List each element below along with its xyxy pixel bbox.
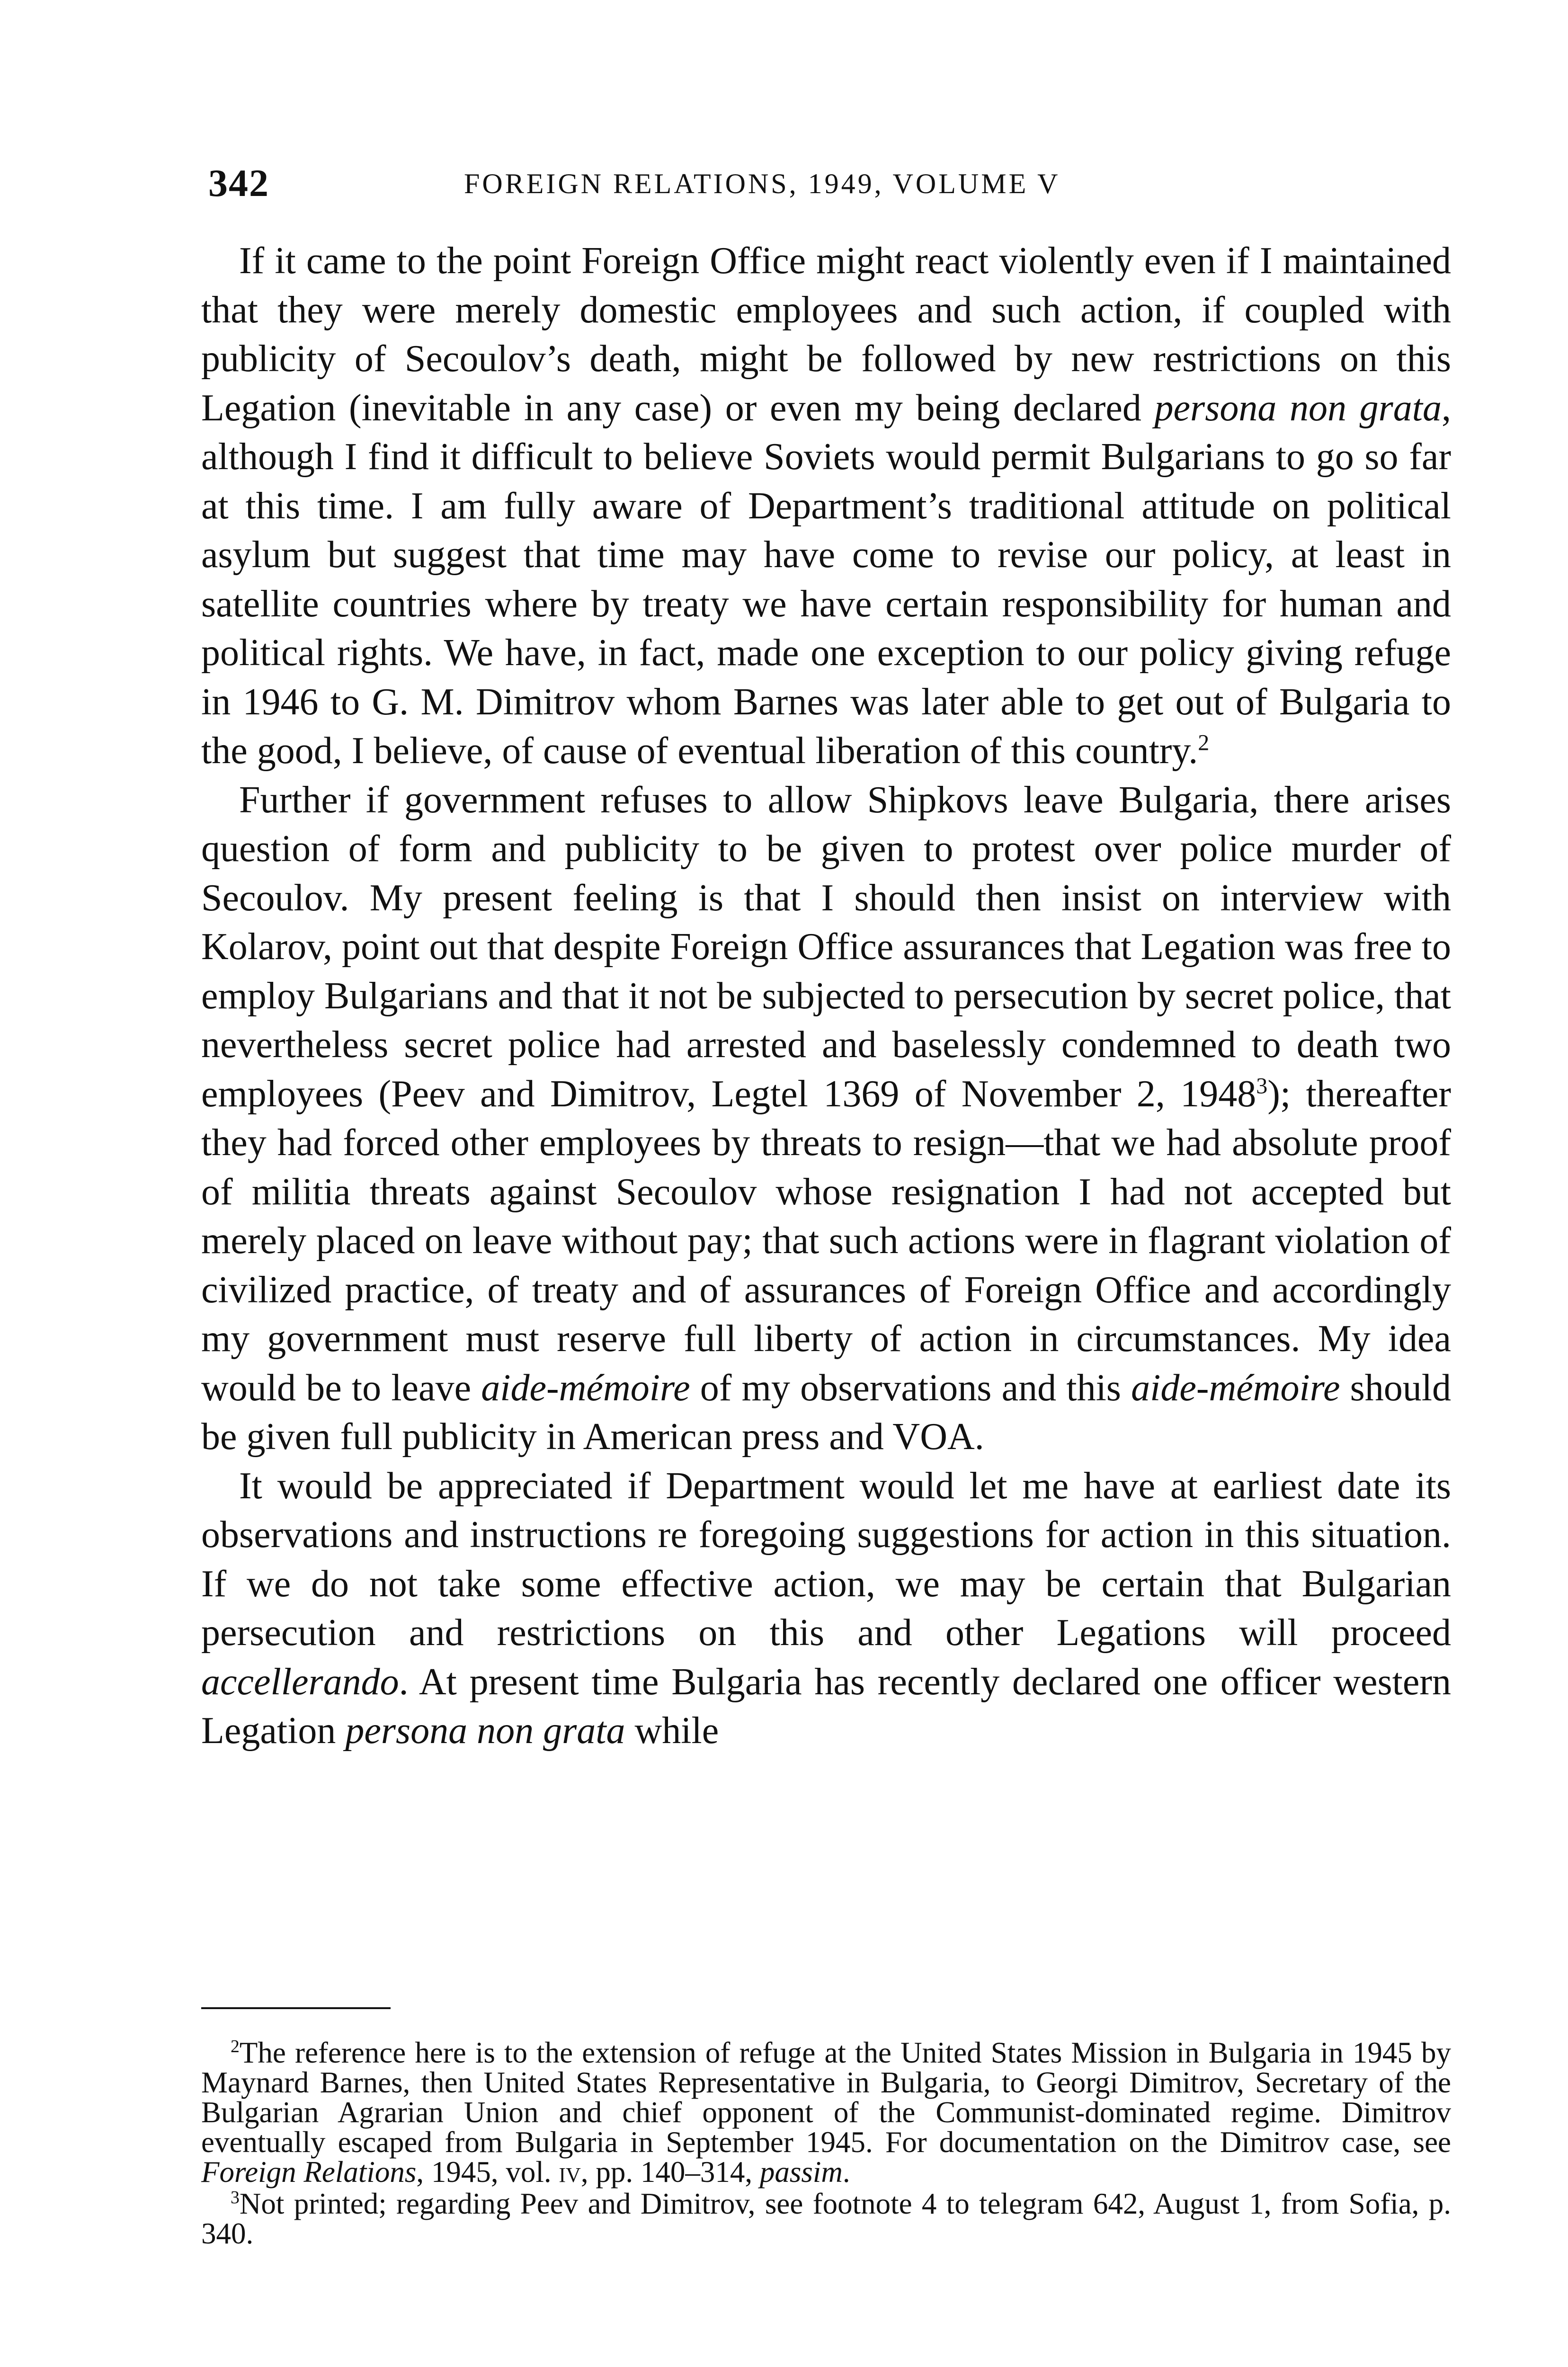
italic-phrase: Foreign Relations — [201, 2155, 417, 2189]
paragraph-text: , although I find it difficult to believe Soviets would permit Bulgarians to go so far at this time. I am fully aware of Department’s traditional attitude on political asylum but suggest that time may have come to revise our policy, at least in satellite countries where by treaty we have certain responsibility for human and political rights. We have, in fact, made one exception to our policy giving refuge in 1946 to G. M. Dimitrov whom Barnes was later able to get out of Bulgaria to the good, I believe, of cause of eventual liberation of this country. — [201, 387, 1451, 772]
italic-phrase: persona non grata — [1154, 387, 1442, 429]
footnote-text: , pp. 140–314, — [580, 2155, 760, 2189]
footnote-divider — [201, 2007, 391, 2009]
page-number: 342 — [208, 161, 269, 205]
paragraph-text: It would be appreciated if Department would let me have at earliest date its observations and instructions re foregoing suggestions for action in this situation. If we do not take some effective action, we may be certain that Bulgarian persecution and restrictions on this and other Legations will proceed — [201, 1465, 1451, 1654]
footnote-marker: 2 — [231, 2037, 240, 2056]
italic-phrase: aide-mémoire — [1131, 1367, 1340, 1409]
paragraph-text: If it came to the point Foreign Office might react violently even if I maintained that they were merely domestic employees and such action, if coupled with publicity of Secoulov’s death, might be followed by new restrictions on this Legation (inevitable in any case) or even my being declared — [201, 240, 1451, 429]
footnote-text: , 1945, vol. — [416, 2155, 559, 2189]
italic-phrase: aide-mémoire — [481, 1367, 690, 1409]
footnote-reference: 3 — [1256, 1073, 1268, 1098]
paragraph-text: ); thereafter they had forced other employees by threats to resign—that we had absolute proof of militia threats against Secoulov whose resignation I had not accepted but merely placed on leave without pay; that such actions were in flagrant violation of civilized practice, of treaty and of assurances of Foreign Office and accordingly my government must reserve full liberty of action in circumstances. My idea would be to leave — [201, 1073, 1451, 1409]
paragraph-text: . At present time Bulgaria has recently declared one officer western Legation — [201, 1661, 1451, 1752]
volume-numeral: iv — [559, 2155, 581, 2189]
italic-phrase: passim — [759, 2155, 843, 2189]
paragraph-text: of my observations and this — [690, 1367, 1131, 1409]
footnote-text: . — [842, 2155, 850, 2189]
paragraph-text: while — [625, 1710, 719, 1752]
paragraph-2 — [201, 776, 1451, 1462]
italic-phrase: persona non grata — [345, 1710, 625, 1752]
running-title: FOREIGN RELATIONS, 1949, VOLUME V — [464, 168, 1060, 199]
footnote-3 — [201, 2189, 1451, 2249]
running-head — [208, 161, 1449, 213]
footnote-text: Not printed; regarding Peev and Dimitrov, see footnote 4 to telegram 642, August 1, from Sofia, p. 340. — [201, 2187, 1451, 2250]
paragraph-3 — [201, 1462, 1451, 1756]
italic-phrase: accellerando — [201, 1661, 399, 1703]
paragraph-text: Further if government refuses to allow Shipkovs leave Bulgaria, there arises question of form and publicity to be given to protest over police murder of Secoulov. My present feeling is that I should then insist on interview with Kolarov, point out that despite Foreign Office assurances that Legation was free to employ Bulgarians and that it not be subjected to persecution by secret police, that nevertheless secret police had arrested and baselessly condemned to death two employees (Peev and Dimitrov, Legtel 1369 of November 2, 1948 — [201, 779, 1451, 1115]
paragraph-text: should be given full publicity in American press and VOA. — [201, 1367, 1452, 1458]
footnote-text: The reference here is to the extension of refuge at the United States Mission in Bulgaria in 1945 by Maynard Barnes, then United States Representative in Bulgaria, to Georgi Dimitrov, Secretary of the Bulgarian Agrarian Union and chief opponent of the Communist-dominated regime. Dimitrov eventually escaped from Bulgaria in September 1945. For documentation on the Dimitrov case, see — [201, 2036, 1451, 2159]
body-text — [201, 237, 1451, 1756]
footnote-reference: 2 — [1198, 730, 1210, 756]
footnote-marker: 3 — [231, 2188, 240, 2207]
footnote-2 — [201, 2038, 1451, 2187]
paragraph-1 — [201, 237, 1451, 776]
footnotes — [201, 2038, 1451, 2251]
